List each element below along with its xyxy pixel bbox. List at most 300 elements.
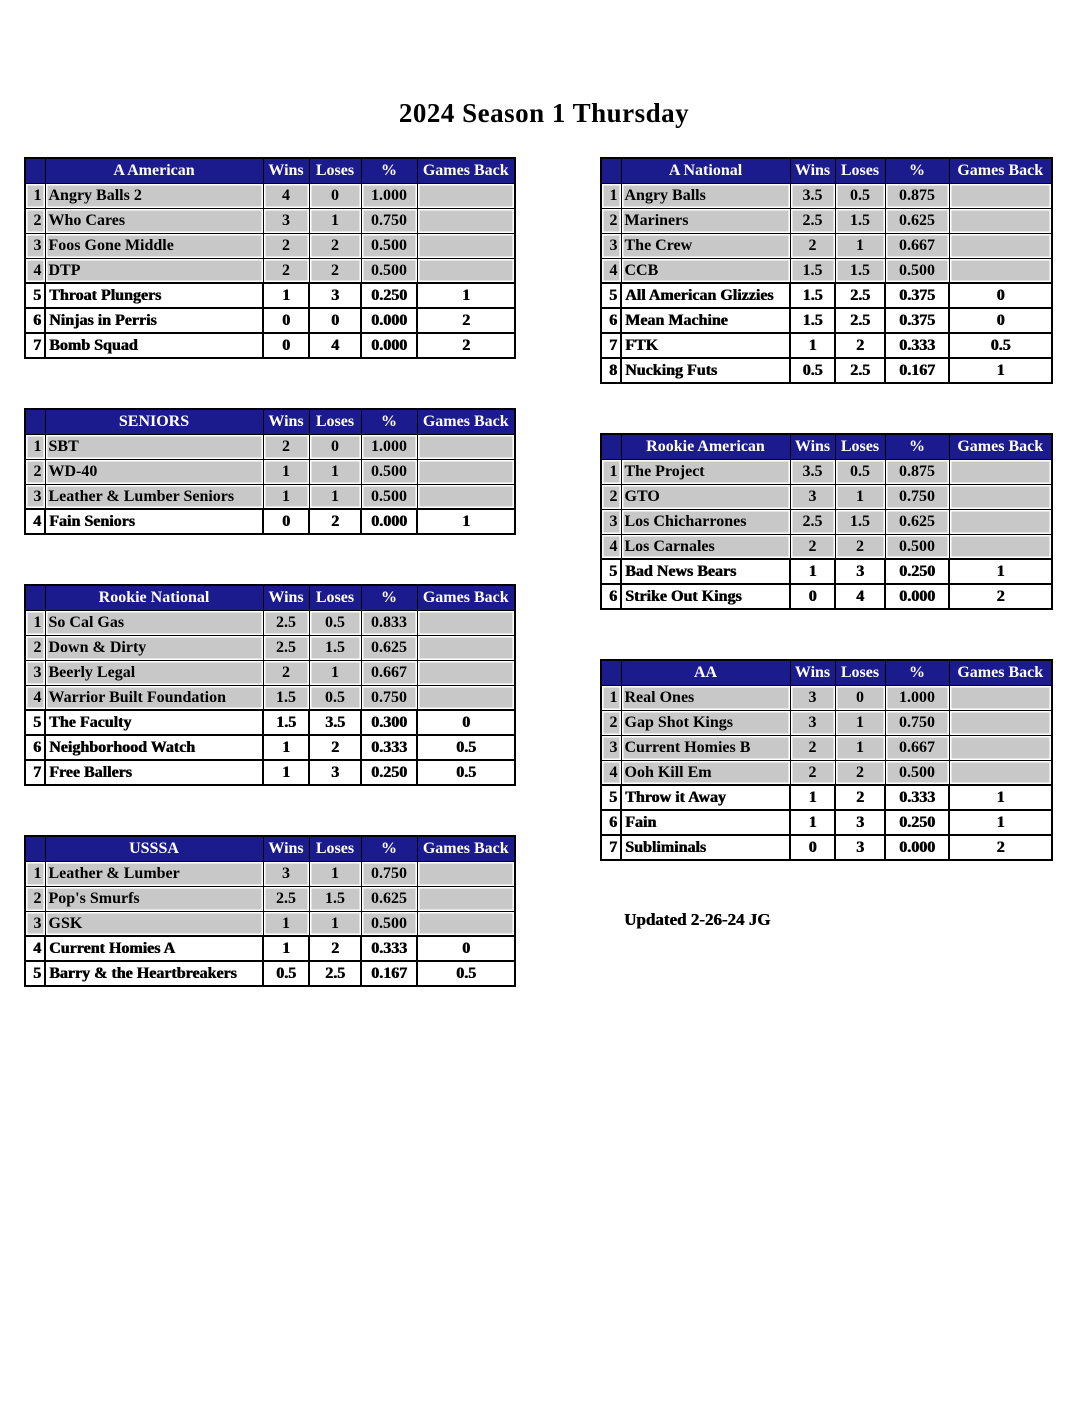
wins-cell: 3 — [263, 208, 309, 233]
loses-cell: 0 — [309, 308, 361, 333]
games-back-cell: 0.5 — [417, 760, 515, 785]
header-row — [25, 158, 515, 183]
rank-cell: 5 — [601, 785, 621, 810]
wins-cell: 4 — [263, 183, 309, 208]
pct-cell: 0.000 — [361, 333, 417, 358]
standings-table-aa — [600, 659, 1053, 861]
games-back-cell — [949, 233, 1052, 258]
games-back-cell: 2 — [949, 835, 1052, 860]
loses-cell: 1 — [309, 484, 361, 509]
team-row — [601, 283, 1052, 308]
wins-cell: 2.5 — [790, 208, 835, 233]
league-name: A National — [621, 158, 790, 183]
left-column — [24, 157, 514, 1036]
games-back-cell: 0.5 — [417, 961, 515, 986]
loses-cell: 0.5 — [309, 610, 361, 635]
loses-cell: 2.5 — [835, 283, 885, 308]
team-row — [601, 685, 1052, 710]
pct-cell: 0.750 — [361, 208, 417, 233]
team-row — [25, 308, 515, 333]
team-row — [25, 434, 515, 459]
wins-cell: 1 — [263, 283, 309, 308]
header-row — [601, 158, 1052, 183]
team-name-cell: Pop's Smurfs — [45, 886, 263, 911]
games-back-cell: 1 — [949, 559, 1052, 584]
loses-column-header: Loses — [309, 836, 361, 861]
loses-cell: 2 — [309, 509, 361, 534]
team-row — [601, 208, 1052, 233]
wins-cell: 2.5 — [263, 886, 309, 911]
team-row — [25, 861, 515, 886]
team-row — [601, 333, 1052, 358]
games-back-cell — [949, 258, 1052, 283]
header-row — [25, 836, 515, 861]
games-back-cell — [949, 760, 1052, 785]
team-row — [25, 208, 515, 233]
league-name: USSSA — [45, 836, 263, 861]
wins-cell: 1 — [790, 810, 835, 835]
games-back-cell: 1 — [949, 785, 1052, 810]
loses-cell: 2 — [309, 735, 361, 760]
team-name-cell: Who Cares — [45, 208, 263, 233]
loses-cell: 0.5 — [835, 183, 885, 208]
rank-cell: 6 — [25, 735, 45, 760]
games-back-cell: 1 — [949, 810, 1052, 835]
header-row — [25, 585, 515, 610]
team-name-cell: Angry Balls — [621, 183, 790, 208]
team-name-cell: Ninjas in Perris — [45, 308, 263, 333]
pct-cell: 0.875 — [885, 459, 949, 484]
team-name-cell: So Cal Gas — [45, 610, 263, 635]
rank-cell: 1 — [601, 183, 621, 208]
games-back-cell: 2 — [417, 333, 515, 358]
league-name: AA — [621, 660, 790, 685]
rank-cell: 3 — [25, 660, 45, 685]
team-name-cell: FTK — [621, 333, 790, 358]
right-column-tables — [600, 157, 1051, 861]
pct-cell: 0.333 — [885, 333, 949, 358]
team-row — [601, 785, 1052, 810]
team-name-cell: Gap Shot Kings — [621, 710, 790, 735]
team-row — [25, 233, 515, 258]
loses-cell: 0 — [835, 685, 885, 710]
pct-cell: 0.000 — [361, 308, 417, 333]
pct-cell: 0.625 — [885, 208, 949, 233]
rank-cell: 1 — [25, 861, 45, 886]
wins-cell: 1 — [263, 459, 309, 484]
wins-cell: 3 — [790, 484, 835, 509]
wins-cell: 1 — [263, 735, 309, 760]
wins-cell: 1.5 — [263, 710, 309, 735]
team-row — [25, 459, 515, 484]
pct-cell: 0.250 — [885, 810, 949, 835]
wins-cell: 2.5 — [790, 509, 835, 534]
games-back-cell — [949, 484, 1052, 509]
pct-cell: 0.250 — [361, 760, 417, 785]
loses-cell: 3 — [835, 810, 885, 835]
team-name-cell: Current Homies B — [621, 735, 790, 760]
pct-cell: 0.333 — [361, 735, 417, 760]
games-back-cell — [417, 459, 515, 484]
team-row — [601, 584, 1052, 609]
team-row — [601, 710, 1052, 735]
rank-cell: 7 — [601, 333, 621, 358]
rank-cell: 2 — [601, 710, 621, 735]
rank-cell: 3 — [601, 233, 621, 258]
wins-cell: 0 — [263, 333, 309, 358]
wins-cell: 1 — [263, 760, 309, 785]
standings-table-a-national — [600, 157, 1053, 384]
games-back-column-header: Games Back — [417, 409, 515, 434]
pct-cell: 0.000 — [885, 584, 949, 609]
team-row — [601, 258, 1052, 283]
rank-cell: 6 — [601, 584, 621, 609]
rank-cell: 2 — [25, 459, 45, 484]
pct-cell: 0.625 — [885, 509, 949, 534]
games-back-cell — [949, 509, 1052, 534]
wins-column-header: Wins — [263, 158, 309, 183]
team-row — [601, 459, 1052, 484]
games-back-cell — [417, 635, 515, 660]
loses-cell: 2 — [309, 258, 361, 283]
team-name-cell: Barry & the Heartbreakers — [45, 961, 263, 986]
pct-column-header: % — [361, 409, 417, 434]
wins-column-header: Wins — [263, 836, 309, 861]
team-name-cell: Los Carnales — [621, 534, 790, 559]
loses-column-header: Loses — [835, 434, 885, 459]
team-name-cell: Subliminals — [621, 835, 790, 860]
rank-cell: 3 — [601, 509, 621, 534]
games-back-column-header: Games Back — [949, 158, 1052, 183]
team-row — [601, 509, 1052, 534]
games-back-cell — [949, 183, 1052, 208]
wins-cell: 3.5 — [790, 183, 835, 208]
pct-cell: 0.667 — [885, 735, 949, 760]
team-row — [601, 308, 1052, 333]
pct-cell: 0.500 — [361, 459, 417, 484]
rank-column-header — [601, 158, 621, 183]
standings-table-seniors — [24, 408, 516, 535]
rank-cell: 1 — [601, 459, 621, 484]
team-name-cell: Fain Seniors — [45, 509, 263, 534]
header-row — [601, 660, 1052, 685]
rank-column-header — [25, 836, 45, 861]
pct-cell: 0.625 — [361, 886, 417, 911]
loses-cell: 0.5 — [309, 685, 361, 710]
rank-column-header — [601, 660, 621, 685]
games-back-cell — [949, 735, 1052, 760]
loses-cell: 0 — [309, 183, 361, 208]
team-row — [25, 886, 515, 911]
team-row — [25, 258, 515, 283]
games-back-cell — [949, 534, 1052, 559]
loses-cell: 1 — [835, 484, 885, 509]
rank-cell: 6 — [601, 308, 621, 333]
team-row — [25, 685, 515, 710]
loses-column-header: Loses — [309, 158, 361, 183]
pct-cell: 0.750 — [361, 861, 417, 886]
rank-cell: 2 — [25, 635, 45, 660]
loses-cell: 1 — [309, 861, 361, 886]
team-row — [601, 233, 1052, 258]
pct-cell: 0.500 — [885, 534, 949, 559]
rank-cell: 7 — [25, 760, 45, 785]
team-name-cell: Real Ones — [621, 685, 790, 710]
games-back-cell — [417, 183, 515, 208]
wins-cell: 0.5 — [263, 961, 309, 986]
games-back-cell — [417, 911, 515, 936]
team-row — [601, 835, 1052, 860]
games-back-cell: 0.5 — [417, 735, 515, 760]
rank-cell: 2 — [25, 208, 45, 233]
loses-cell: 3 — [309, 283, 361, 308]
team-row — [25, 710, 515, 735]
games-back-cell: 2 — [949, 584, 1052, 609]
team-name-cell: Angry Balls 2 — [45, 183, 263, 208]
games-back-cell — [417, 484, 515, 509]
loses-cell: 3 — [835, 559, 885, 584]
wins-cell: 2 — [263, 434, 309, 459]
rank-cell: 1 — [25, 610, 45, 635]
wins-cell: 0 — [263, 509, 309, 534]
rank-cell: 5 — [601, 559, 621, 584]
league-name: A American — [45, 158, 263, 183]
rank-cell: 3 — [25, 484, 45, 509]
loses-cell: 2 — [835, 760, 885, 785]
games-back-cell: 2 — [417, 308, 515, 333]
games-back-cell: 1 — [417, 283, 515, 308]
wins-cell: 2 — [263, 258, 309, 283]
team-name-cell: Throat Plungers — [45, 283, 263, 308]
standings-table-rookie-national — [24, 584, 516, 786]
loses-column-header: Loses — [309, 409, 361, 434]
team-name-cell: Foos Gone Middle — [45, 233, 263, 258]
wins-cell: 1.5 — [790, 283, 835, 308]
pct-cell: 0.625 — [361, 635, 417, 660]
loses-column-header: Loses — [835, 158, 885, 183]
team-row — [25, 509, 515, 534]
wins-cell: 1 — [263, 484, 309, 509]
loses-cell: 1.5 — [835, 258, 885, 283]
rank-cell: 3 — [601, 735, 621, 760]
wins-column-header: Wins — [790, 158, 835, 183]
games-back-cell — [417, 685, 515, 710]
standings-table-rookie-american — [600, 433, 1053, 610]
loses-column-header: Loses — [835, 660, 885, 685]
team-name-cell: All American Glizzies — [621, 283, 790, 308]
team-row — [25, 760, 515, 785]
wins-cell: 2 — [263, 660, 309, 685]
wins-cell: 0 — [790, 584, 835, 609]
pct-column-header: % — [361, 836, 417, 861]
wins-column-header: Wins — [263, 409, 309, 434]
pct-cell: 0.375 — [885, 283, 949, 308]
loses-cell: 1.5 — [309, 886, 361, 911]
loses-cell: 4 — [309, 333, 361, 358]
team-name-cell: DTP — [45, 258, 263, 283]
team-name-cell: Bomb Squad — [45, 333, 263, 358]
games-back-cell: 0 — [417, 710, 515, 735]
rank-cell: 4 — [25, 936, 45, 961]
pct-cell: 0.500 — [885, 258, 949, 283]
team-name-cell: GSK — [45, 911, 263, 936]
rank-cell: 4 — [601, 534, 621, 559]
team-row — [601, 760, 1052, 785]
games-back-cell — [417, 861, 515, 886]
wins-cell: 2.5 — [263, 610, 309, 635]
team-row — [601, 735, 1052, 760]
league-name: Rookie National — [45, 585, 263, 610]
rank-cell: 2 — [601, 484, 621, 509]
pct-column-header: % — [361, 158, 417, 183]
league-name: Rookie American — [621, 434, 790, 459]
rank-cell: 2 — [601, 208, 621, 233]
team-name-cell: Mean Machine — [621, 308, 790, 333]
team-name-cell: Leather & Lumber Seniors — [45, 484, 263, 509]
loses-cell: 2.5 — [309, 961, 361, 986]
team-name-cell: WD-40 — [45, 459, 263, 484]
team-name-cell: Nucking Futs — [621, 358, 790, 383]
rank-cell: 8 — [601, 358, 621, 383]
rank-cell: 6 — [25, 308, 45, 333]
rank-cell: 1 — [25, 183, 45, 208]
rank-cell: 1 — [601, 685, 621, 710]
league-name: SENIORS — [45, 409, 263, 434]
page-title: 2024 Season 1 Thursday — [398, 98, 690, 128]
loses-cell: 4 — [835, 584, 885, 609]
wins-cell: 2 — [263, 233, 309, 258]
team-name-cell: Throw it Away — [621, 785, 790, 810]
loses-cell: 2 — [835, 785, 885, 810]
wins-cell: 1.5 — [790, 308, 835, 333]
team-row — [25, 735, 515, 760]
team-name-cell: Beerly Legal — [45, 660, 263, 685]
team-name-cell: The Crew — [621, 233, 790, 258]
rank-cell: 4 — [25, 258, 45, 283]
wins-column-header: Wins — [790, 434, 835, 459]
right-column — [600, 157, 1051, 930]
loses-cell: 3 — [835, 835, 885, 860]
team-name-cell: Mariners — [621, 208, 790, 233]
team-name-cell: Leather & Lumber — [45, 861, 263, 886]
wins-cell: 0 — [263, 308, 309, 333]
wins-cell: 2 — [790, 534, 835, 559]
games-back-column-header: Games Back — [417, 836, 515, 861]
wins-cell: 1.5 — [263, 685, 309, 710]
team-name-cell: Fain — [621, 810, 790, 835]
games-back-cell — [949, 685, 1052, 710]
wins-cell: 1 — [263, 911, 309, 936]
rank-cell: 3 — [25, 911, 45, 936]
rank-cell: 5 — [25, 961, 45, 986]
rank-cell: 5 — [25, 283, 45, 308]
team-row — [25, 635, 515, 660]
team-name-cell: CCB — [621, 258, 790, 283]
games-back-cell: 0.5 — [949, 333, 1052, 358]
team-name-cell: Bad News Bears — [621, 559, 790, 584]
games-back-cell — [949, 710, 1052, 735]
games-back-cell: 0 — [949, 283, 1052, 308]
team-name-cell: Los Chicharrones — [621, 509, 790, 534]
rank-cell: 4 — [601, 258, 621, 283]
wins-cell: 1 — [790, 559, 835, 584]
pct-cell: 0.000 — [885, 835, 949, 860]
pct-cell: 0.667 — [885, 233, 949, 258]
rank-cell: 3 — [25, 233, 45, 258]
loses-cell: 2 — [309, 233, 361, 258]
rank-column-header — [601, 434, 621, 459]
loses-cell: 1 — [309, 459, 361, 484]
pct-column-header: % — [885, 434, 949, 459]
pct-cell: 0.167 — [885, 358, 949, 383]
wins-cell: 1 — [790, 333, 835, 358]
team-row — [25, 911, 515, 936]
loses-cell: 1 — [835, 735, 885, 760]
pct-cell: 0.750 — [885, 484, 949, 509]
team-name-cell: Ooh Kill Em — [621, 760, 790, 785]
rank-column-header — [25, 158, 45, 183]
wins-cell: 3 — [790, 685, 835, 710]
wins-cell: 3 — [263, 861, 309, 886]
loses-cell: 2 — [835, 534, 885, 559]
team-name-cell: GTO — [621, 484, 790, 509]
pct-cell: 1.000 — [361, 434, 417, 459]
team-row — [601, 559, 1052, 584]
rank-cell: 5 — [25, 710, 45, 735]
pct-cell: 1.000 — [885, 685, 949, 710]
rank-column-header — [25, 409, 45, 434]
games-back-column-header: Games Back — [417, 585, 515, 610]
standings-table-usssa — [24, 835, 516, 987]
loses-cell: 0.5 — [835, 459, 885, 484]
games-back-cell — [949, 459, 1052, 484]
loses-cell: 1 — [835, 710, 885, 735]
team-row — [25, 610, 515, 635]
loses-cell: 2.5 — [835, 358, 885, 383]
loses-cell: 2 — [309, 936, 361, 961]
pct-cell: 0.300 — [361, 710, 417, 735]
games-back-cell — [417, 610, 515, 635]
loses-cell: 1.5 — [835, 509, 885, 534]
rank-cell: 4 — [25, 685, 45, 710]
team-name-cell: Free Ballers — [45, 760, 263, 785]
games-back-cell: 0 — [417, 936, 515, 961]
team-name-cell: Down & Dirty — [45, 635, 263, 660]
pct-cell: 0.333 — [885, 785, 949, 810]
pct-column-header: % — [885, 660, 949, 685]
wins-cell: 2 — [790, 233, 835, 258]
wins-cell: 2 — [790, 735, 835, 760]
wins-cell: 2.5 — [263, 635, 309, 660]
loses-cell: 1.5 — [309, 635, 361, 660]
pct-cell: 0.500 — [885, 760, 949, 785]
pct-cell: 1.000 — [361, 183, 417, 208]
rank-cell: 4 — [25, 509, 45, 534]
games-back-cell — [949, 208, 1052, 233]
games-back-cell — [417, 660, 515, 685]
pct-cell: 0.750 — [885, 710, 949, 735]
team-name-cell: Warrior Built Foundation — [45, 685, 263, 710]
team-row — [25, 183, 515, 208]
team-name-cell: Strike Out Kings — [621, 584, 790, 609]
pct-cell: 0.250 — [885, 559, 949, 584]
rank-cell: 7 — [25, 333, 45, 358]
games-back-cell — [417, 258, 515, 283]
pct-cell: 0.333 — [361, 936, 417, 961]
team-name-cell: Current Homies A — [45, 936, 263, 961]
games-back-cell: 0 — [949, 308, 1052, 333]
header-row — [25, 409, 515, 434]
